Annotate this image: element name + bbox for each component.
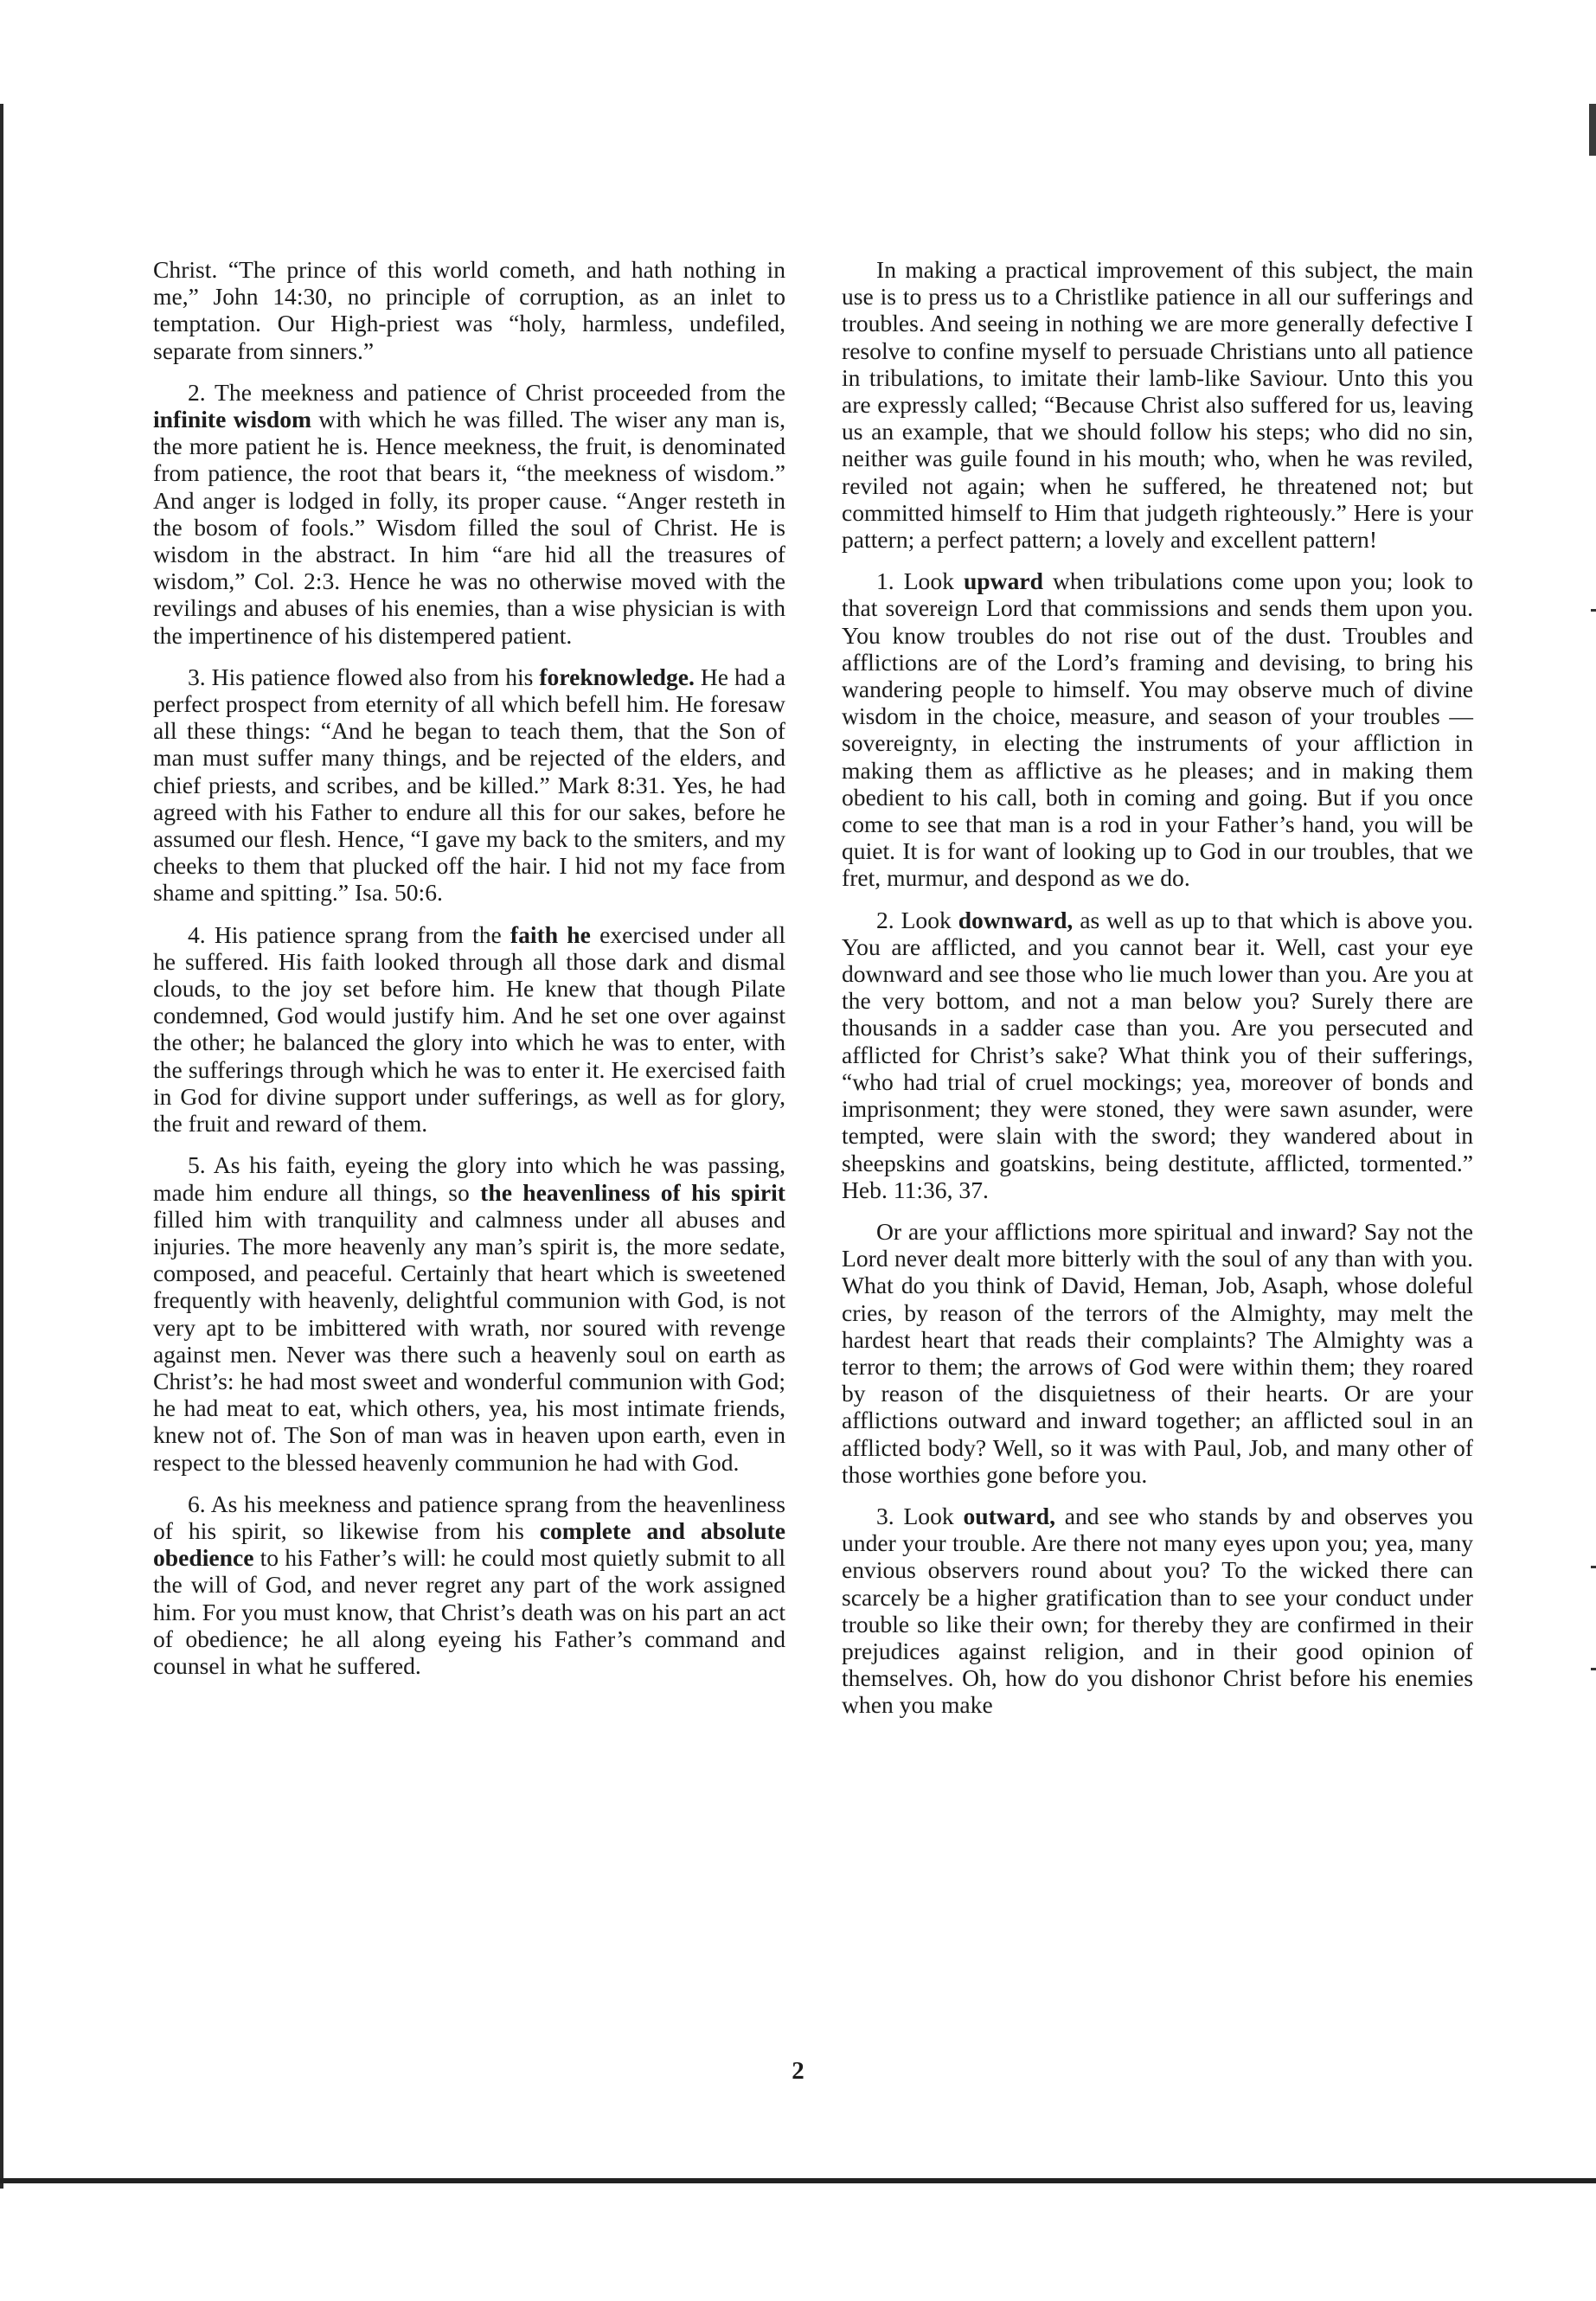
emphasis-text: downward, — [958, 906, 1074, 933]
paragraph — [153, 1490, 785, 1679]
text-run: 4. His patience sprang from the — [188, 920, 510, 948]
text-run: 2. The meekness and patience of Christ proceeded from the — [188, 378, 785, 406]
margin-mark — [1591, 1668, 1596, 1670]
paragraph — [842, 567, 1473, 891]
paragraph — [842, 907, 1473, 1203]
text-run: Or are your afflictions more spiritual and inward? Say not the Lord never dealt more bitterly with the soul of any than with you. What do you think of David, Heman, Job, Asaph, whose doleful cries, by reason of the terrors of the Almighty, may melt the hardest heart that reads their complaints? The Almighty was a terror to them; the arrows of God were within them; they roared by reason of the disquietness of their hearts. Or are your afflictions outward and inward together; an afflicted soul in an afflicted body? Well, so it was with Paul, Job, and many other of those worthies gone before you. — [842, 1217, 1473, 1488]
text-run: He had a perfect prospect from eternity of all which befell him. He foresaw all these things: “And he began to teach them, that the Son of man must suffer many things, and be rejected of the elders, and chief priests, and scribes, and be killed.” Mark 8:31. Yes, he had agreed with his Father to endure all this for our sakes, before he assumed our flesh. Hence, “I gave my back to the smiters, and my cheeks to them that plucked off the hair. I hid not my face from shame and spitting.” Isa. 50:6. — [153, 663, 785, 907]
paragraph — [842, 1218, 1473, 1488]
paragraph — [153, 379, 785, 649]
emphasis-text: infinite wisdom — [153, 406, 312, 433]
text-run: 5. As his faith, eyeing the glory into which he was passing, made him endure all things, so — [153, 1151, 785, 1206]
emphasis-text: foreknowledge. — [539, 663, 695, 690]
page-bottom-rule — [0, 2178, 1596, 2183]
paragraph — [842, 1503, 1473, 1719]
scan-edge-right — [1589, 104, 1596, 156]
emphasis-text: complete and absolute obedience — [153, 1516, 785, 1572]
text-run: Christ. “The prince of this world cometh, and hath nothing in me,” John 14:30, no principle of corruption, as an inlet to temptation. Our High-priest was “holy, harmless, undefiled, separate from sinners.” — [153, 256, 785, 364]
text-run: as well as up to that which is above you. You are afflicted, and you cannot bear it. Well, cast your eye downward and see those who lie much lower than you. Are you at the very bottom, and not a man below you? Surely there are thousands in a sadder case than you. Are you persecuted and afflicted for Christ’s sake? What think you of their sufferings, “who had trial of cruel mockings; yea, moreover of bonds and imprisonment; they were stoned, they were sawn asunder, were tempted, were slain with the sword; they wandered about in sheepskins and goatskins, being destitute, afflicted, tormented.” Heb. 11:36, 37. — [842, 906, 1473, 1203]
emphasis-text: upward — [963, 567, 1043, 595]
text-run: In making a practical improvement of this subject, the main use is to press us to a Christlike patience in all our sufferings and troubles. And seeing in nothing we are more generally defective I resolve to confine myself to persuade Christians unto all patience in tribulations, to imitate their lamb-like Saviour. Unto this you are expressly called; “Because Christ also suffered for us, leaving us an example, that we should follow his steps; who did no sin, neither was guile found in his mouth; who, when he was reviled, reviled not again; when he suffered, he threatened not; but committed himself to Him that judgeth righteously.” Here is your pattern; a perfect pattern; a lovely and excellent pattern! — [842, 256, 1473, 554]
margin-mark — [1591, 609, 1596, 612]
text-run: 2. Look — [876, 906, 958, 933]
text-run: 6. As his meekness and patience sprang from the heavenliness of his spirit, so likewise from his — [153, 1490, 785, 1544]
paragraph — [153, 921, 785, 1138]
paragraph — [842, 256, 1473, 553]
emphasis-text: outward, — [963, 1502, 1056, 1529]
left-column — [153, 256, 785, 1694]
text-run: with which he was filled. The wiser any man is, the more patient he is. Hence meekness, the fruit, is denominated from patience, the root that bears it, “the meekness of wisdom.” And anger is lodged in folly, its proper cause. “Anger resteth in the bosom of fools.” Wisdom filled the soul of Christ. He is wisdom in the abstract. In him “are hid all the treasures of wisdom,” Col. 2:3. Hence he was no otherwise moved with the revilings and abuses of his enemies, than a wise physician is with the impertinence of his distempered patient. — [153, 406, 785, 649]
text-run: when tribulations come upon you; look to that sovereign Lord that commissions and sends them upon you. You know troubles do not rise out of the dust. Troubles and afflictions are of the Lord’s framing and devising, to bring his wandering people to himself. You may observe much of divine wisdom in the choice, measure, and season of your troubles — sovereignty, in electing the instruments of your affliction in making them as afflictive as he pleases; and in making them obedient to his call, both in coming and going. But if you once come to see that man is a rod in your Father’s hand, you will be quiet. It is for want of looking up to God in our troubles, that we fret, murmur, and despond as we do. — [842, 567, 1473, 892]
text-run: 1. Look — [876, 567, 964, 595]
text-run: 3. Look — [876, 1502, 964, 1529]
right-column — [842, 256, 1473, 1734]
text-run: exercised under all he suffered. His faith looked through all those dark and dismal clouds, to the joy set before him. He knew that though Pilate condemned, God would justify him. And he set one over against the other; he balanced the glory into which he was to enter, with the sufferings through which he was to enter it. He exercised faith in God for divine support under sufferings, as well as for glory, the fruit and reward of them. — [153, 920, 786, 1138]
emphasis-text: the heavenliness of his spirit — [480, 1178, 785, 1206]
text-run: 3. His patience flowed also from his — [188, 663, 540, 690]
emphasis-text: faith he — [510, 920, 591, 948]
paragraph — [153, 1151, 785, 1475]
continued-paragraph — [153, 256, 785, 364]
margin-mark — [1591, 1566, 1596, 1568]
scan-edge-left — [0, 104, 3, 2189]
text-run: filled him with tranquility and calmness under all abuses and injuries. The more heavenly any man’s spirit is, the more sedate, composed, and peaceful. Certainly that heart which is sweetened frequently with heavenly, delightful communion with God, is not very apt to be imbittered with wrath, nor soured with revenge against men. Never was there such a heavenly soul on earth as Christ’s: he had most sweet and wonderful communion with God; he had meat to eat, which others, yea, his most intimate friends, knew not of. The Son of man was in heaven upon earth, even in respect to the blessed heavenly communion he had with God. — [153, 1205, 785, 1476]
page-number: 2 — [792, 2057, 804, 2085]
text-run: and see who stands by and observes you under your trouble. Are there not many eyes upon you; yea, many envious observers round about you? To the wicked there can scarcely be a higher gratification than to see your conduct under trouble so like their own; for thereby they are confirmed in their prejudices against religion, and in their good opinion of themselves. Oh, how do you dishonor Christ before his enemies when you make — [842, 1502, 1473, 1719]
text-run: to his Father’s will: he could most quietly submit to all the will of God, and never regret any part of the work assigned him. For you must know, that Christ’s death was on his part an act of obedience; he all along eyeing his Father’s command and counsel in what he suffered. — [153, 1544, 785, 1679]
paragraph — [153, 663, 785, 907]
